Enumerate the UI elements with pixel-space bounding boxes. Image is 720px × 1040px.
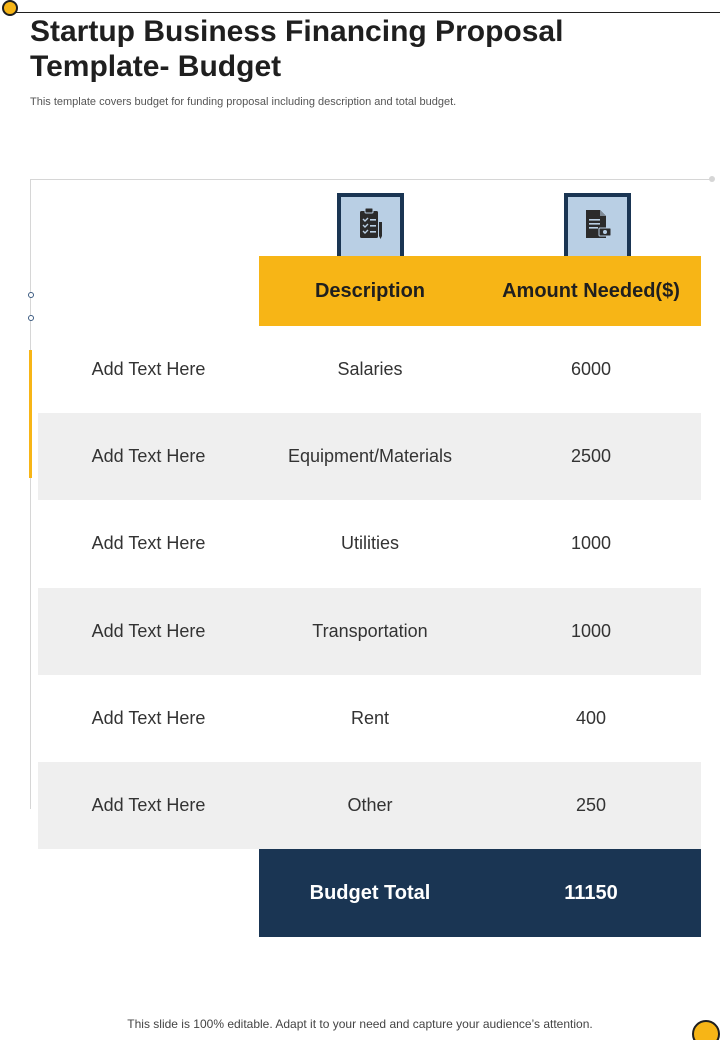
- budget-total-value: 11150: [564, 881, 618, 904]
- accent-bar: [29, 350, 32, 478]
- row-description: Utilities: [340, 533, 399, 553]
- frame-left-line: [30, 179, 31, 809]
- row-description: Salaries: [337, 359, 403, 379]
- selection-handle[interactable]: [28, 315, 34, 321]
- row-amount: 400: [575, 708, 607, 728]
- row-amount: 1000: [570, 621, 612, 641]
- frame-top-line: [30, 179, 712, 180]
- selection-handle[interactable]: [28, 292, 34, 298]
- corner-circle-decoration: [692, 1020, 720, 1040]
- row-description: Transportation: [312, 621, 428, 641]
- table-header: [259, 256, 701, 326]
- row-label: Add Text Here: [91, 621, 206, 641]
- table-row: [38, 762, 701, 849]
- row-label: Add Text Here: [91, 533, 206, 553]
- table-row: [38, 413, 701, 500]
- budget-total-row: [259, 849, 701, 937]
- amount-icon-box: [564, 193, 631, 260]
- row-description: Rent: [350, 708, 390, 728]
- row-amount: 6000: [570, 359, 612, 379]
- clipboard-checklist-icon: [358, 208, 384, 245]
- table-row: [38, 500, 701, 587]
- row-amount: 250: [575, 795, 607, 815]
- row-label: Add Text Here: [91, 795, 206, 815]
- row-description: Equipment/Materials: [287, 446, 453, 466]
- page-title: Startup Business Financing Proposal Template- Budget: [30, 15, 564, 83]
- row-label: Add Text Here: [91, 359, 206, 379]
- row-label: Add Text Here: [91, 708, 206, 728]
- top-rule: [12, 12, 720, 13]
- corner-circle-decoration: [2, 0, 18, 16]
- header-description: Description: [314, 279, 426, 302]
- header-amount: Amount Needed($): [502, 279, 680, 302]
- row-amount: 2500: [570, 446, 612, 466]
- page-subtitle: This template covers budget for funding proposal including description and total budget.: [30, 96, 457, 108]
- table-row: [38, 326, 701, 413]
- description-icon-box: [337, 193, 404, 260]
- row-description: Other: [347, 795, 393, 815]
- document-money-icon: [584, 209, 612, 244]
- budget-total-label: Budget Total: [309, 881, 431, 904]
- table-row: [38, 588, 701, 675]
- row-label: Add Text Here: [91, 446, 206, 466]
- table-row: [38, 675, 701, 762]
- frame-corner-dot: [709, 176, 715, 182]
- row-amount: 1000: [570, 533, 612, 553]
- footer-note: This slide is 100% editable. Adapt it to your need and capture your audience’s attention.: [127, 1017, 593, 1031]
